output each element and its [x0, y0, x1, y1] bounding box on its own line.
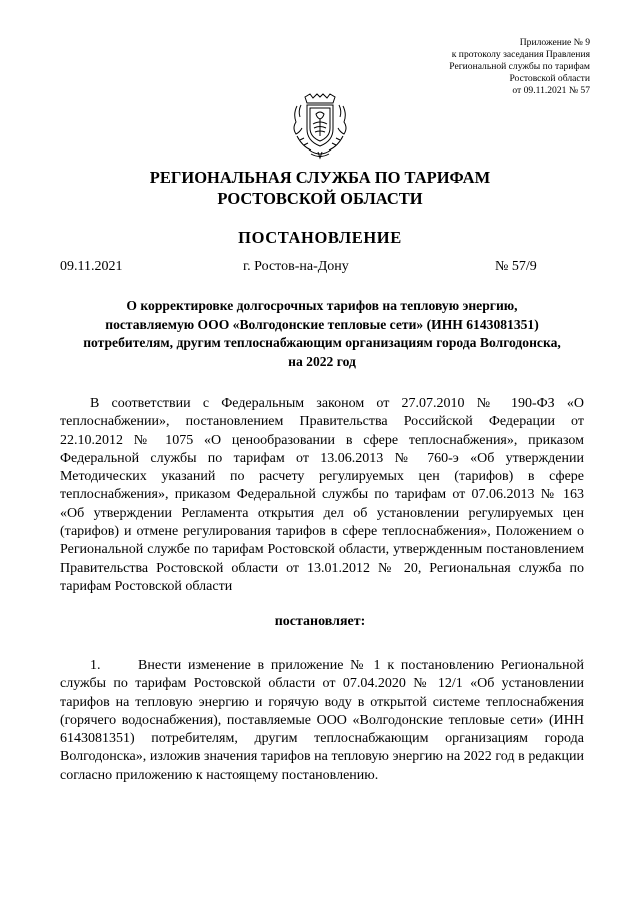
subject-line: потребителям, другим теплоснабжающим организациям города Волгодонска,	[83, 335, 561, 350]
org-title-line1: РЕГИОНАЛЬНАЯ СЛУЖБА ПО ТАРИФАМ	[149, 168, 491, 187]
organization-title	[60, 168, 580, 209]
subject-line: на 2022 год	[288, 353, 356, 369]
appendix-line: Приложение № 9	[519, 37, 590, 48]
item-text: Внести изменение в приложение № 1 к постановлению Региональной службы по тарифам Ростовской области от 07.04.2020 № 12/1 «Об установлении тарифов на тепловую энергию и горячую воду в открытой системе теплоснабжения (горячего водоснабжения), поставляемые ООО «Волгодонские тепловые сети» (ИНН 6143081351) потребителям, другим теплоснабжающим организациям города Волгодонска», изложив значения тарифов на тепловую энергию на 2022 год в редакции согласно приложению к настоящему постановлению.	[60, 658, 584, 783]
appendix-note	[340, 37, 590, 97]
coat-of-arms-icon	[291, 92, 349, 160]
document-subject	[60, 297, 584, 371]
appendix-line: Региональной службы по тарифам	[449, 61, 590, 73]
document-type: ПОСТАНОВЛЕНИЕ	[238, 228, 402, 247]
document-number: № 57/9	[495, 259, 537, 274]
appendix-line: Ростовской области	[509, 73, 590, 85]
document-city: г. Ростов-на-Дону	[243, 259, 349, 274]
org-title-line2: РОСТОВСКОЙ ОБЛАСТИ	[217, 188, 423, 208]
appendix-line: к протоколу заседания Правления	[451, 49, 590, 61]
resolves-heading: постановляет:	[274, 614, 366, 629]
preamble-paragraph: В соответствии с Федеральным законом от 27.07.2010 № 190-ФЗ «О теплоснабжении», постановлением Правительства Российской Федерации от 22.10.2012 № 1075 «О ценообразовании в сфере теплоснабжения», приказом Федеральной службы по тарифам от 13.06.2013 № 760-э «Об утверждении Методических указаний по расчету регулируемых цен (тарифов) в сфере теплоснабжения», приказом Федеральной службы по тарифам от 07.06.2013 № 163 «Об утверждении Регламента открытия дел об установлении регулируемых цен (тарифов) и отмене регулирования тарифов в сфере теплоснабжения», Положением о Региональной службе по тарифам Ростовской области, утвержденным постановлением Правительства Ростовской области от 13.01.2012 № 20, Региональная служба по тарифам Ростовской области	[60, 396, 584, 594]
item-number: 1.	[90, 658, 101, 673]
appendix-line: от 09.11.2021 № 57	[512, 85, 590, 97]
document-date: 09.11.2021	[60, 259, 123, 274]
subject-line: О корректировке долгосрочных тарифов на тепловую энергию,	[126, 298, 518, 313]
subject-line: поставляемую ООО «Волгодонские тепловые сети» (ИНН 6143081351)	[105, 316, 539, 332]
resolution-item-1	[60, 657, 584, 785]
